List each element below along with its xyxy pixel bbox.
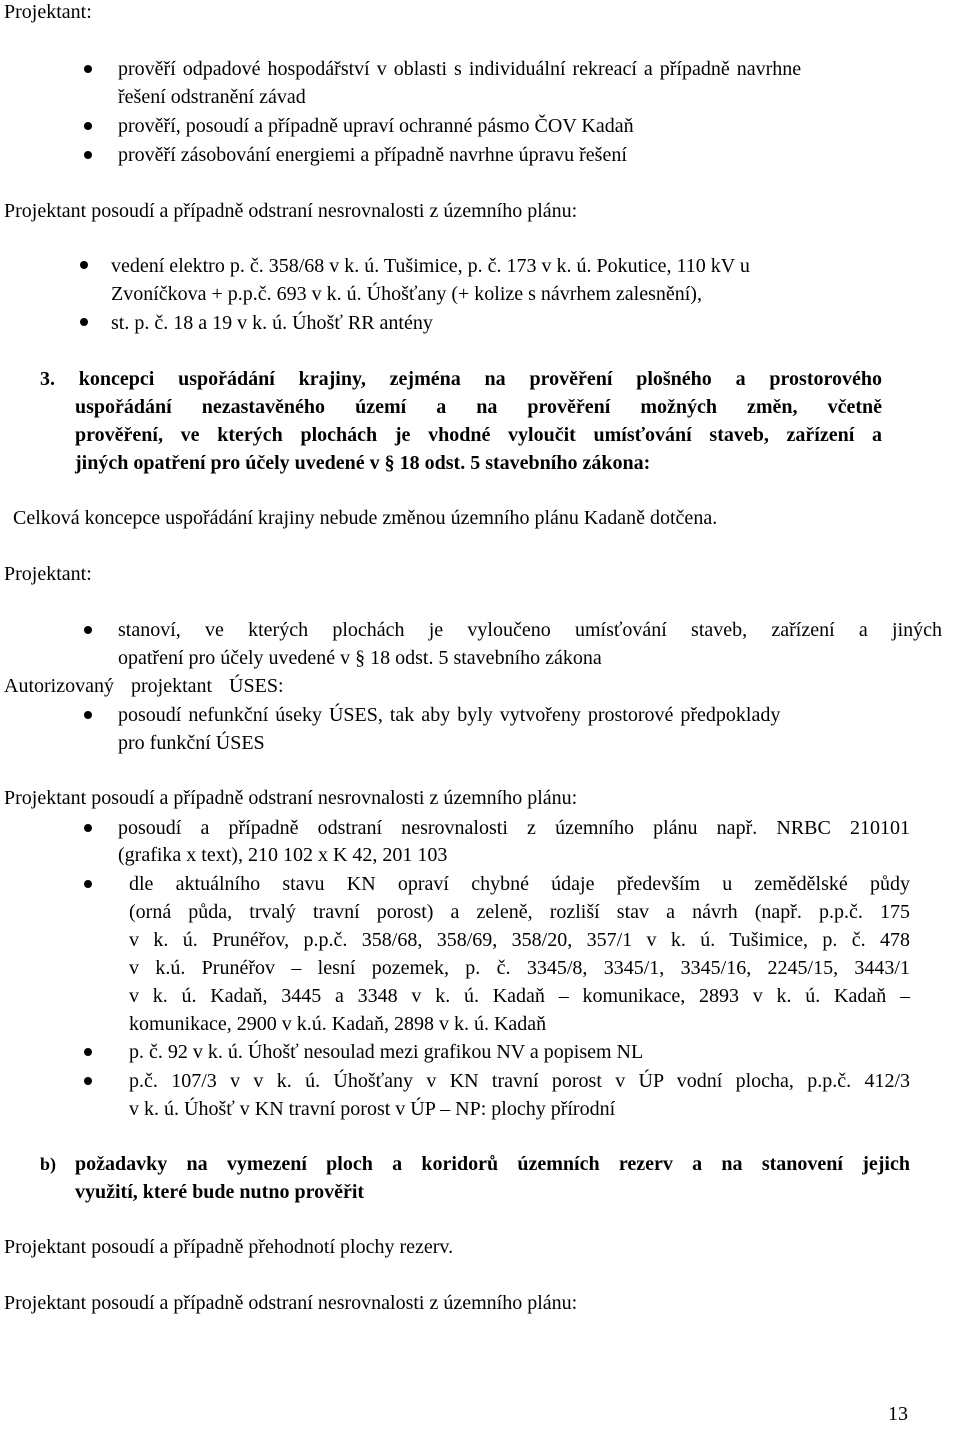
paragraph: Celková koncepce uspořádání krajiny nebude změnou územního plánu Kadaně dotčena. [13,507,718,529]
list-item: v k. ú. Kadaň, 3445 a 3348 v k. ú. Kadaň – komunikace, 2893 v k. ú. Kadaň – [129,985,910,1007]
section-3-line: prověření, ve kterých plochách je vhodné vyloučit umísťování staveb, zařízení a [75,424,882,446]
section-b-line: požadavky na vymezení ploch a koridorů územních rezerv a na stanovení jejich [75,1153,910,1175]
bullet-icon [84,880,92,888]
bullet-icon [84,626,92,634]
list-item: vedení elektro p. č. 358/68 v k. ú. Tušimice, p. č. 173 v k. ú. Pokutice, 110 kV u [111,255,750,277]
list-item: prověří, posoudí a případně upraví ochranné pásmo ČOV Kadaň [118,115,634,137]
paragraph: Projektant posoudí a případně odstraní nesrovnalosti z územního plánu: [4,200,578,222]
list-item: p. č. 92 v k. ú. Úhošť nesoulad mezi grafikou NV a popisem NL [129,1041,644,1063]
list-item: (grafika x text), 210 102 x K 42, 201 103 [118,844,448,866]
list-item: dle aktuálního stavu KN opraví chybné údaje především u zemědělské půdy [129,873,910,895]
list-item: opatření pro účely uvedené v § 18 odst. 5 stavebního zákona [118,647,602,669]
bullet-icon [84,824,92,832]
heading-projektant: Projektant: [4,1,92,23]
bullet-icon [84,151,92,159]
list-item: p.č. 107/3 v v k. ú. Úhošťany v KN travní porost v ÚP vodní plocha, p.p.č. 412/3 [129,1070,910,1092]
list-item: komunikace, 2900 v k.ú. Kadaň, 2898 v k. ú. Kadaň [129,1013,547,1035]
section-3-line: 3. koncepci uspořádání krajiny, zejména na prověření plošného a prostorového [40,368,882,390]
paragraph: Autorizovaný projektant ÚSES: [4,675,284,697]
bullet-icon [84,1048,92,1056]
paragraph: Projektant posoudí a případně odstraní nesrovnalosti z územního plánu: [4,1292,578,1314]
list-item: v k.ú. Prunéřov – lesní pozemek, p. č. 3345/8, 3345/1, 3345/16, 2245/15, 3443/1 [129,957,910,979]
list-item: prověří odpadové hospodářství v oblasti s individuální rekreací a případně navrhne [118,58,802,80]
list-item: (orná půda, trvalý travní porost) a zeleně, rozliší stav a návrh (např. p.p.č. 175 [129,901,910,923]
list-item: řešení odstranění závad [118,86,306,108]
list-item: v k. ú. Úhošť v KN travní porost v ÚP – NP: plochy přírodní [129,1098,616,1120]
section-3-line: jiných opatření pro účely uvedené v § 18 odst. 5 stavebního zákona: [75,452,651,474]
bullet-icon [84,122,92,130]
section-b-marker: b) [40,1154,57,1174]
bullet-icon [80,318,88,326]
bullet-icon [80,261,88,269]
list-item: v k. ú. Prunéřov, p.p.č. 358/68, 358/69, 358/20, 357/1 v k. ú. Tušimice, p. č. 478 [129,929,910,951]
page-number: 13 [888,1403,908,1425]
paragraph: Projektant posoudí a případně odstraní nesrovnalosti z územního plánu: [4,787,578,809]
list-item: stanoví, ve kterých plochách je vyloučeno umísťování staveb, zařízení a jiných [118,619,942,641]
bullet-icon [84,711,92,719]
list-item: prověří zásobování energiemi a případně navrhne úpravu řešení [118,144,627,166]
paragraph: Projektant posoudí a případně přehodnotí plochy rezerv. [4,1236,454,1258]
section-b-line: využití, které bude nutno prověřit [75,1181,365,1203]
list-item: Zvoníčkova + p.p.č. 693 v k. ú. Úhošťany (+ kolize s návrhem zalesnění), [111,283,702,305]
bullet-icon [84,65,92,73]
list-item: st. p. č. 18 a 19 v k. ú. Úhošť RR antény [111,312,433,334]
bullet-icon [84,1077,92,1085]
section-3-line: uspořádání nezastavěného území a na prověření možných změn, včetně [75,396,882,418]
heading-projektant: Projektant: [4,563,92,585]
list-item: pro funkční ÚSES [118,732,265,754]
list-item: posoudí a případně odstraní nesrovnalosti z územního plánu např. NRBC 210101 [118,817,910,839]
list-item: posoudí nefunkční úseky ÚSES, tak aby byly vytvořeny prostorové předpoklady [118,704,781,726]
